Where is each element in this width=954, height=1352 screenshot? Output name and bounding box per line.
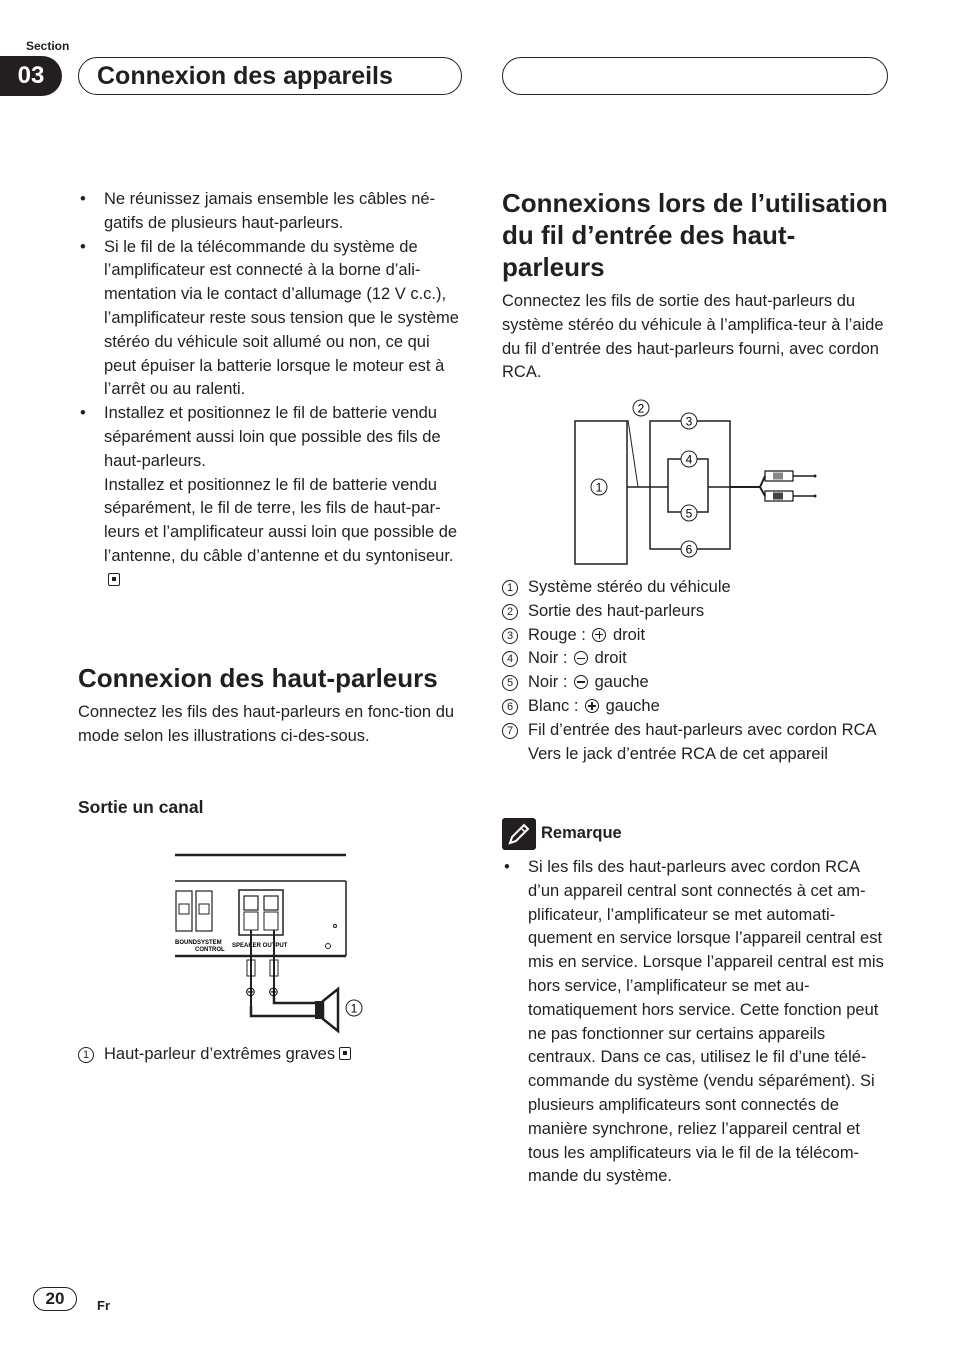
legend-text-suffix: gauche [590, 673, 649, 692]
legend-text: Fil d’entrée des haut-parleurs avec cordon RCA [528, 720, 877, 739]
bullet-continuation-text: Installez et positionnez le fil de batterie vendu séparément, le fil de terre, les fils de haut-par-leurs et l’amplificateur aussi loin que possible de l’antenne, du câble d’antenne et du syntoniseur. [104, 475, 458, 565]
callout-2: 2 [637, 401, 645, 416]
single-channel-diagram [170, 848, 370, 1038]
diagram1-legend [78, 1043, 462, 1067]
callout-6: 6 [685, 542, 693, 557]
section-title: Connexion des appareils [78, 57, 462, 95]
section-number-badge: 03 [0, 56, 62, 96]
legend-text: Haut-parleur d’extrêmes graves [104, 1045, 336, 1063]
legend-number: 1 [502, 580, 518, 596]
mono-output-heading: Sortie un canal [78, 797, 204, 817]
legend-item [502, 695, 888, 719]
legend-text-prefix: Noir : [528, 673, 573, 692]
end-mark-icon [339, 1047, 351, 1060]
page-number: 20 [33, 1287, 77, 1311]
speaker-output-terminals [239, 890, 283, 935]
legend-item [502, 576, 888, 600]
precautions-list-block [78, 188, 462, 593]
list-item: • Si le fil de la télécommande du système de l’amplificateur est connecté à la borne d’ali-mentation via le contact d’allumage (12 V c.c.), l’amplificateur reste sous tension que le système stéréo du véhicule soit allumé ou non, ce qui peut épuiser la batterie lorsque le moteur est à l’arrêt ou au ralenti. [78, 236, 462, 403]
language-code: Fr [97, 1298, 110, 1313]
bullet-continuation [78, 474, 462, 593]
speakers-intro: Connectez les fils des haut-parleurs en fonc-tion du mode selon les illustrations ci-des-sous. [78, 703, 455, 745]
rca-input-diagram [570, 396, 825, 566]
system-label: SYSTEM [197, 940, 222, 946]
note-block [502, 856, 892, 1189]
list-item: • Installez et positionnez le fil de batterie vendu séparément aussi loin que possible des fils de haut-parleurs. [78, 402, 462, 473]
legend-item [502, 647, 888, 671]
header-empty-pill [502, 57, 888, 95]
legend-item [502, 600, 888, 624]
callout-1: 1 [595, 480, 603, 495]
minus-circle-icon [574, 675, 588, 689]
legend-text-suffix: gauche [601, 696, 660, 715]
callout-4: 4 [685, 452, 693, 467]
precautions-list [78, 188, 462, 474]
legend-item [78, 1043, 462, 1067]
plus-terminal-symbol: ⊕ [268, 984, 279, 999]
legend-text: Système stéréo du véhicule [528, 578, 731, 596]
callout-5: 5 [685, 506, 693, 521]
rca-plug-icon [765, 471, 817, 501]
legend-text-suffix: droit [608, 625, 646, 644]
section-label: Section [26, 39, 70, 53]
legend-number: 5 [502, 675, 518, 691]
legend-item [502, 671, 888, 695]
callout-1: 1 [350, 1001, 358, 1016]
legend-number: 4 [502, 651, 518, 667]
plus-circle-icon [585, 699, 599, 713]
rca-connection-intro: Connectez les fils de sortie des haut-parleurs du système stéréo du véhicule à l’amplifica-teur à l’aide du fil d’entrée des haut-parleurs fourni, avec cordon RCA. [502, 292, 884, 382]
legend-text-prefix: Noir : [528, 649, 573, 668]
speakers-heading: Connexion des haut-parleurs [78, 663, 438, 693]
legend-number: 7 [502, 723, 518, 739]
legend-text-suffix: droit [590, 649, 627, 668]
legend-number: 1 [78, 1047, 94, 1063]
callout-3: 3 [685, 414, 693, 429]
legend-text-prefix: Blanc : [528, 696, 584, 715]
system-control-terminals [176, 891, 212, 931]
minus-circle-icon [574, 651, 588, 665]
rca-connection-heading: Connexions lors de l’utilisation du fil d’entrée des haut-parleurs [502, 188, 888, 282]
legend-text: Sortie des haut-parleurs [528, 601, 705, 620]
plus-circle-icon [592, 628, 606, 642]
legend-number: 6 [502, 699, 518, 715]
list-item: • Si les fils des haut-parleurs avec cordon RCA d’un appareil central sont connectés à cet am-plificateur, l’amplificateur se met automati-quement en service lorsque l’appareil central est mis en service. Lorsque l’appareil central est mis hors service, l’amplificateur se met au-tomatiquement hors service. Cette fonction peut ne pas fonctionner sur certains appareils centraux. Dans ce cas, utilisez le fil d’une télé-commande du système (vendu séparément). Si plusieurs amplificateurs sont connectés de manière synchrone, reliez l’appareil central et tous les amplificateurs via le fil de la télécom-mande du système. [502, 856, 892, 1189]
control-label: CONTROL [195, 947, 225, 953]
bound-label: BOUND [175, 940, 197, 946]
list-item: • Ne réunissez jamais ensemble les câbles né-gatifs de plusieurs haut-parleurs. [78, 188, 462, 236]
end-mark-icon [108, 573, 120, 586]
note-icon [502, 818, 536, 850]
legend-number: 3 [502, 628, 518, 644]
legend-item [502, 624, 888, 648]
speaker-output-label: SPEAKER OUTPUT [232, 943, 288, 949]
note-title: Remarque [541, 824, 622, 842]
legend-number: 2 [502, 604, 518, 620]
legend-subtext: Vers le jack d’entrée RCA de cet appareil [528, 744, 828, 763]
note-list [502, 856, 892, 1189]
legend-text-prefix: Rouge : [528, 625, 591, 644]
diagram2-legend [502, 576, 888, 766]
legend-item [502, 719, 888, 767]
subwoofer-speaker-icon [315, 989, 338, 1031]
minus-terminal-symbol: ⊖ [245, 984, 256, 999]
